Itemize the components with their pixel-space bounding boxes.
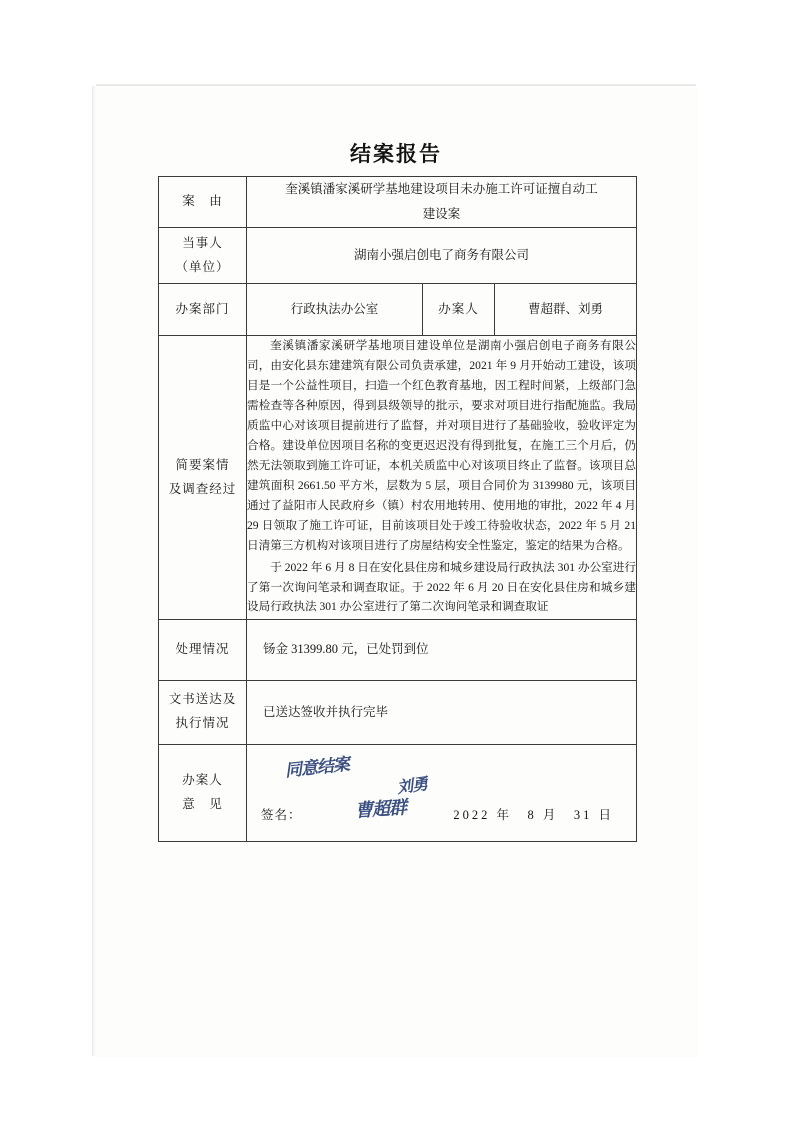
row-value-handler: 曹超群、刘勇: [495, 284, 637, 336]
row-value-party: 湖南小强启创电了商务有限公司: [247, 228, 637, 284]
row-value-case-summary: [247, 336, 637, 620]
signature-date: 2022 年 8 月 31 日: [453, 807, 615, 822]
row-label-delivery-line-2: 执行情况: [175, 716, 230, 731]
document-paper: [96, 86, 696, 1056]
row-label-opinion-line-1: 办案人: [182, 772, 223, 787]
handwritten-signature-2: 曹超群: [354, 796, 407, 822]
row-label-case-reason: 案 由: [159, 177, 247, 228]
case-summary-paragraph-1: 奎溪镇潘家溪研学基地项目建设单位是湖南小强启创电子商务有限公司，由安化县东建建筑有限公司负责承建，2021 年 9 月开始动工建设，该项目是一个公益性项目，扫造一个红色教育基地，因工程时间紧，上级部门急需检查等各种原因，得到县级领导的批示，要求对项目进行指配施监。我局质监中心对该项目提前进行了监督，并对项目进行了基础验收，验收评定为合格。建设单位因项目名称的变更迟迟没有得到批复，在施工三个月后，仍然无法领取到施工许可证，本机关质监中心对该项目终止了监督。该项目总建筑面积 2661.50 平方米，层数为 5 层，项目合同价为 3139980 元，该项目通过了益阳市人民政府乡（镇）村农用地转用、使用地的审批，2022 年 4 月 29 日领取了施工许可证，目前该项目处于竣工待验收状态，2022 年 5 月 21 日清第三方机构对该项目进行了房屋结构安全性鉴定，鉴定的结果为合格。: [247, 339, 637, 552]
page-title: 结案报告: [350, 142, 442, 166]
signature-label: 签名：: [261, 807, 302, 822]
table-row-case-summary: [159, 336, 637, 620]
row-value-department: 行政执法办公室: [247, 284, 423, 336]
report-table: [158, 176, 637, 842]
row-label-party: [159, 228, 247, 284]
table-row-penalty: [159, 620, 637, 680]
table-row-opinion: [159, 744, 637, 841]
case-summary-text: [247, 336, 636, 617]
signature-row: [247, 804, 636, 827]
row-label-case-summary-line-2: 及调查经过: [168, 481, 237, 496]
table-row-case-reason: [159, 177, 637, 228]
case-reason-line-2: 建设案: [422, 207, 461, 221]
case-summary-paragraph-2: 于 2022 年 6 月 8 日在安化县住房和城乡建设局行政执法 301 办公室进行了第一次询问笔录和调查取证。于 2022 年 6 月 20 日在安化县住房和城乡建设局行政执法 301 办公室进行了第二次询问笔录和调查取证: [247, 560, 637, 614]
table-row-department: [159, 284, 637, 336]
row-value-case-reason: [247, 177, 637, 228]
row-label-case-summary: [159, 336, 247, 620]
row-label-department: 办案部门: [159, 284, 247, 336]
table-row-party: [159, 228, 637, 284]
row-label-penalty: 处理情况: [159, 620, 247, 680]
row-label-delivery: [159, 680, 247, 744]
row-label-party-line-2: （单位）: [175, 259, 230, 274]
row-value-penalty: 钖金 31399.80 元，已处罚到位: [247, 620, 637, 680]
row-value-delivery: 已送达签收并执行完毕: [247, 680, 637, 744]
row-label-party-line-1: 当事人: [182, 235, 223, 250]
row-label-delivery-line-1: 文书送达及: [168, 692, 237, 707]
row-value-opinion: [247, 744, 637, 841]
page-edge-left: [92, 86, 95, 1056]
row-label-opinion-line-2: 意 见: [182, 796, 223, 811]
handwritten-signature-1: 刘勇: [395, 773, 429, 797]
row-label-handler: 办案人: [423, 284, 495, 336]
handwritten-opinion: 同意结案: [284, 754, 350, 781]
case-reason-line-1: 奎溪镇潘家溪研学基地建设项目未办施工许可证擅自动工: [285, 182, 598, 196]
row-label-case-summary-line-1: 简要案情: [175, 458, 230, 473]
table-row-delivery: [159, 680, 637, 744]
row-label-opinion: [159, 744, 247, 841]
